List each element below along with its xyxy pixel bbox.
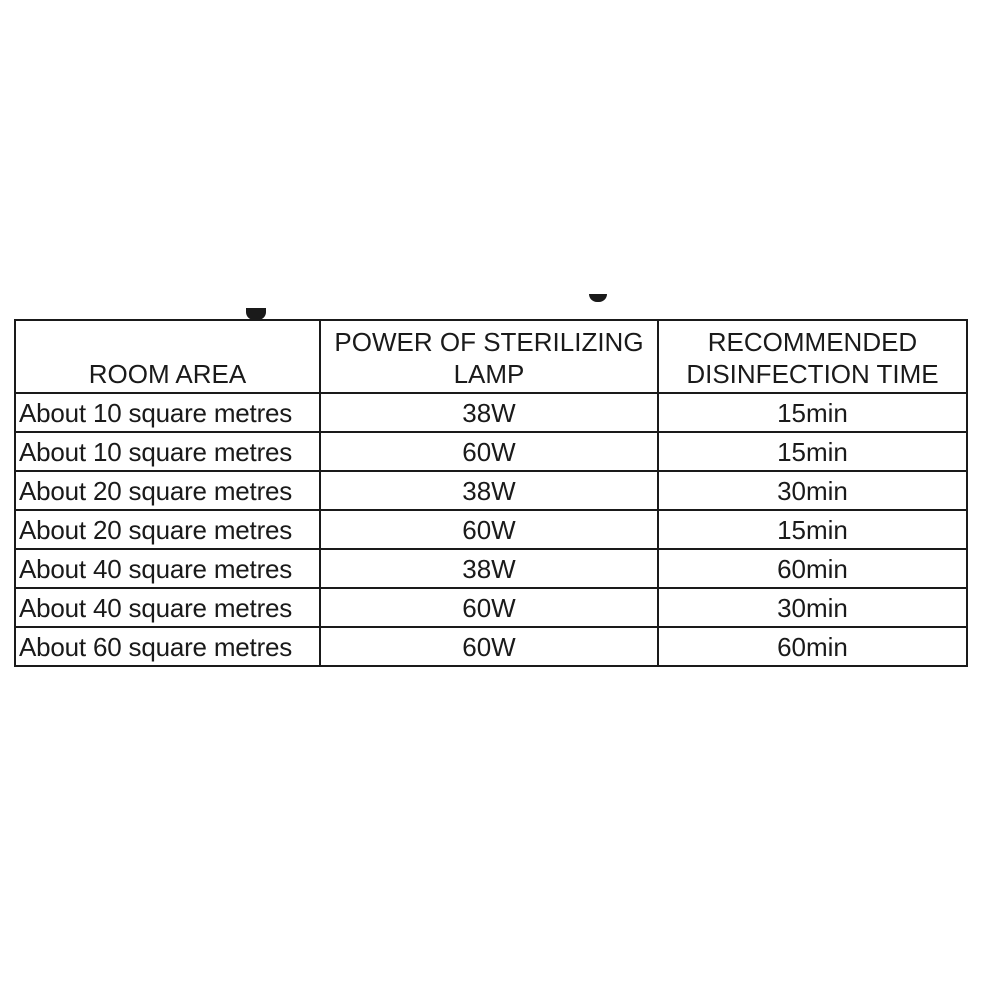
room-area-cell: About 60 square metres [15, 627, 320, 666]
lamp-power-cell: 60W [320, 510, 658, 549]
lamp-power-cell: 60W [320, 627, 658, 666]
header-row [15, 320, 967, 393]
lamp-power-cell: 60W [320, 432, 658, 471]
disinfection-time-cell: 30min [658, 588, 967, 627]
room-area-cell: About 10 square metres [15, 432, 320, 471]
room-area-cell: About 40 square metres [15, 588, 320, 627]
header-lamp-power [320, 320, 658, 393]
clipped-title-fragment [589, 294, 607, 302]
header-line: ROOM AREA [88, 359, 247, 389]
table-row [15, 627, 967, 666]
disinfection-time-cell: 30min [658, 471, 967, 510]
disinfection-time-cell: 15min [658, 393, 967, 432]
header-line: LAMP [453, 359, 525, 389]
disinfection-time-cell: 60min [658, 549, 967, 588]
room-area-cell: About 20 square metres [15, 510, 320, 549]
lamp-power-cell: 60W [320, 588, 658, 627]
disinfection-time-cell: 15min [658, 432, 967, 471]
disinfection-time-cell: 60min [658, 627, 967, 666]
header-line: DISINFECTION TIME [686, 359, 939, 389]
table-row [15, 588, 967, 627]
room-area-cell: About 20 square metres [15, 471, 320, 510]
table-row [15, 471, 967, 510]
table-row [15, 549, 967, 588]
room-area-cell: About 10 square metres [15, 393, 320, 432]
lamp-power-cell: 38W [320, 393, 658, 432]
table-row [15, 510, 967, 549]
lamp-power-cell: 38W [320, 549, 658, 588]
room-area-cell: About 40 square metres [15, 549, 320, 588]
header-room-area [15, 320, 320, 393]
table-row [15, 393, 967, 432]
lamp-power-cell: 38W [320, 471, 658, 510]
disinfection-table [14, 319, 968, 667]
table-row [15, 432, 967, 471]
header-line: POWER OF STERILIZING [334, 327, 644, 357]
disinfection-time-cell: 15min [658, 510, 967, 549]
header-line: RECOMMENDED [707, 327, 918, 357]
header-disinfection-time [658, 320, 967, 393]
